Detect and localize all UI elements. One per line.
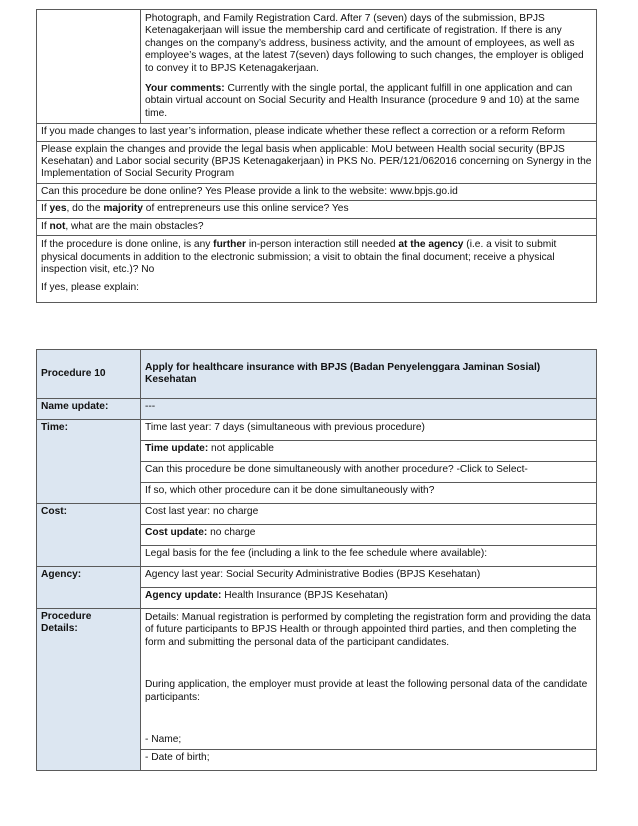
comments-paragraph <box>145 83 592 120</box>
procedure-details-label-line2: Details: <box>41 623 78 635</box>
text-fragment: of entrepreneurs use this online service? Yes <box>142 203 349 215</box>
text-fragment: (i.e. a visit to submit physical documents in addition to the electronic submission; a visit to obtain the final document; receive a physical inspection visit, etc.)? No <box>41 239 557 275</box>
table-row <box>37 183 597 200</box>
time-last-year: Time last year: 7 days (simultaneous with previous procedure) <box>141 420 597 441</box>
table-row <box>37 236 597 303</box>
legal-basis-text: Please explain the changes and provide the legal basis when applicable: MoU between Health social security (BPJS Kesehatan) and Labor social security (BPJS Ketenagakerjaan) in PKS No. PER/121/062016 concerning on Synergy in the Implementation of Social Security Program <box>37 141 597 183</box>
comments-text: Currently with the single portal, the applicant fulfill in one application and can obtain virtual account on Social Security and Health Insurance (procedure 9 and 10) at the same time. <box>145 83 580 119</box>
procedure-details-label-line1: Procedure <box>41 611 92 622</box>
procedure-details-cell <box>141 609 597 750</box>
simultaneous-question: Can this procedure be done simultaneously with another procedure? -Click to Select- <box>141 462 597 483</box>
table-row <box>37 124 597 141</box>
changes-question: If you made changes to last year’s information, please indicate whether these reflect a correction or a reform Reform <box>37 124 597 141</box>
details-paragraph: Details: Manual registration is performed by completing the registration form and providing the data of future participants to BPJS Health or through appointed third parties, and then completing the form and submitting the personal data of the participant candidates. <box>145 612 591 648</box>
bold-yes: yes <box>49 203 67 215</box>
table-row <box>37 218 597 235</box>
table-row <box>37 504 597 525</box>
procedure-number: Procedure 10 <box>37 350 141 399</box>
fee-basis-question: Legal basis for the fee (including a link to the fee schedule where available): <box>141 546 597 567</box>
text-fragment: If <box>41 220 50 232</box>
list-item-dob: - Date of birth; <box>141 750 597 771</box>
name-update-label: Name update: <box>37 399 141 420</box>
cost-last-year: Cost last year: no charge <box>141 504 597 525</box>
which-other-question: If so, which other procedure can it be done simultaneously with? <box>141 483 597 504</box>
table-row <box>37 141 597 183</box>
cost-label: Cost: <box>37 504 141 567</box>
bold-at-the-agency: at the agency <box>398 239 464 251</box>
table-row <box>37 567 597 588</box>
table-row <box>37 399 597 420</box>
explain-prompt: If yes, please explain: <box>41 282 139 294</box>
continuation-table <box>36 9 597 303</box>
procedure-10-table <box>36 349 597 771</box>
time-update-value: not applicable <box>208 443 274 454</box>
obstacles-question <box>37 218 597 235</box>
cost-update <box>141 525 597 546</box>
agency-label: Agency: <box>37 567 141 609</box>
agency-update-label: Agency update: <box>145 590 222 601</box>
agency-update-value: Health Insurance (BPJS Kesehatan) <box>221 590 388 601</box>
procedure-details-label <box>37 609 141 771</box>
further-interaction-question <box>41 239 592 276</box>
empty-label-cell <box>37 10 141 124</box>
time-label: Time: <box>37 420 141 504</box>
text-fragment: in-person interaction still needed <box>246 239 399 251</box>
text-fragment: If <box>41 203 50 215</box>
online-question: Can this procedure be done online? Yes Please provide a link to the website: www.bpjs.go.id <box>37 183 597 200</box>
table-row <box>37 350 597 399</box>
agency-update <box>141 588 597 609</box>
comments-label: Your comments: <box>145 83 225 95</box>
table-row <box>37 420 597 441</box>
agency-last-year: Agency last year: Social Security Administrative Bodies (BPJS Kesehatan) <box>141 567 597 588</box>
text-fragment: , do the <box>66 203 104 215</box>
table-row <box>37 10 597 124</box>
text-fragment: , what are the main obstacles? <box>65 220 204 232</box>
registration-details-text: Photograph, and Family Registration Card. After 7 (seven) days of the submission, BPJS Ketenagakerjaan will issue the membership card and certificate of registration. If there is any changes on the company’s address, business activity, and the amount of employees, as well as employee’s wages, at the latest 7(seven) days following to such changes, the employer is obliged to convey it to BPJS Ketenagakerjaan. <box>145 13 584 74</box>
details-paragraph-2: During application, the employer must provide at least the following personal data of the candidate participants: <box>145 679 588 703</box>
bold-not: not <box>49 220 66 232</box>
cost-update-value: no charge <box>207 527 256 538</box>
majority-question <box>37 201 597 218</box>
table-row <box>37 609 597 750</box>
registration-details-cell <box>141 10 597 124</box>
table-row <box>37 201 597 218</box>
text-fragment: If the procedure is done online, is any <box>41 239 214 251</box>
bold-further: further <box>213 239 246 251</box>
further-interaction-cell <box>37 236 597 303</box>
time-update-label: Time update: <box>145 443 209 454</box>
name-update-value: --- <box>141 399 597 420</box>
cost-update-label: Cost update: <box>145 527 208 538</box>
list-item-name: - Name; <box>145 734 182 746</box>
bold-majority: majority <box>103 203 143 215</box>
procedure-title: Apply for healthcare insurance with BPJS (Badan Penyelenggara Jaminan Sosial) Kesehatan <box>141 350 597 399</box>
time-update <box>141 441 597 462</box>
